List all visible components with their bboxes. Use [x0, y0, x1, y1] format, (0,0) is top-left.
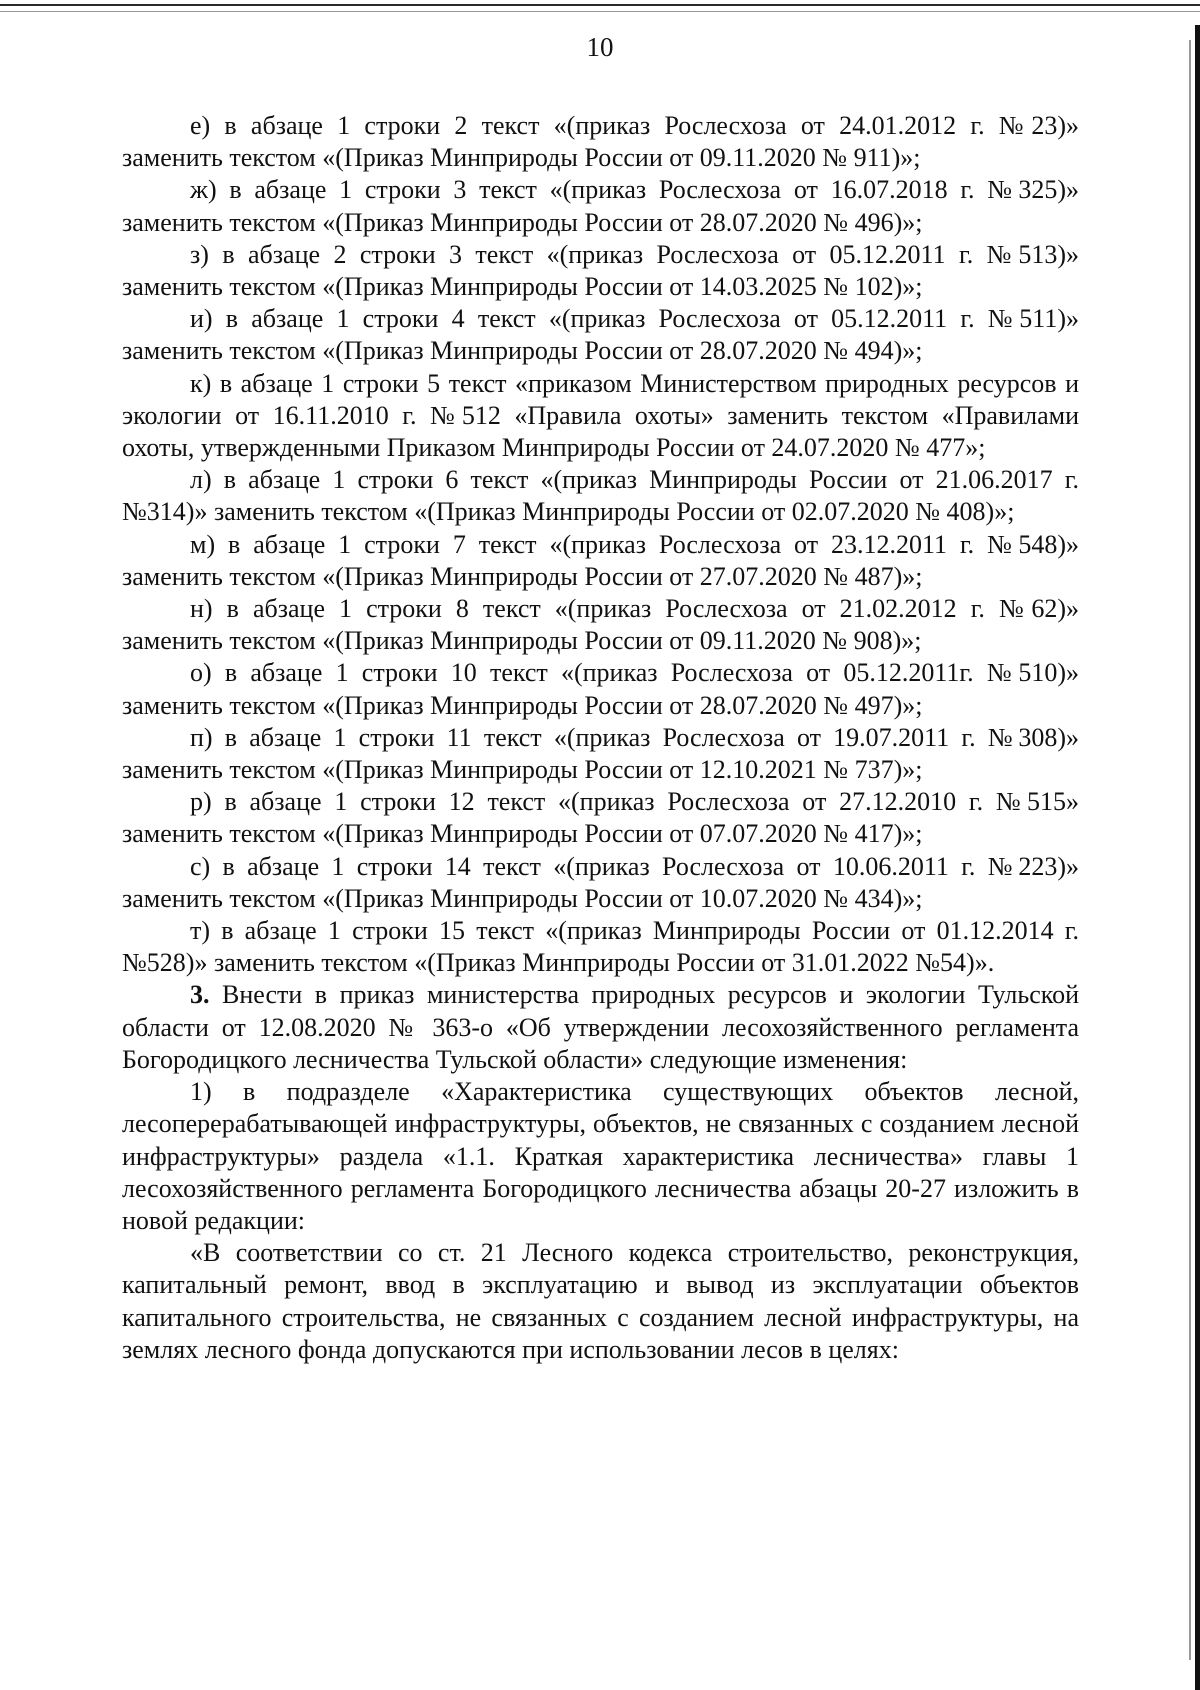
paragraph-e [122, 110, 1079, 174]
paragraph-m [122, 529, 1079, 593]
paragraph-text: 1) в подразделе «Характеристика существующих объектов лесной, лесоперерабатывающей инфраструктуры, объектов, не связанных с созданием лесной инфраструктуры» раздела «1.1. Краткая характеристика лесничества» главы 1 лесохозяйственного регламента Богородицкого лесничества абзацы 20-27 изложить в новой редакции: [122, 1077, 1079, 1235]
paragraph-text: р) в абзаце 1 строки 12 текст «(приказ Рослесхоза от 27.12.2010 г. №515» заменить текстом «(Приказ Минприроды России от 07.07.2020 № 417)»; [122, 787, 1079, 849]
paragraph-zh [122, 174, 1079, 238]
paragraph-text: м) в абзаце 1 строки 7 текст «(приказ Рослесхоза от 23.12.2011 г. №548)» заменить текстом «(Приказ Минприроды России от 27.07.2020 № 487)»; [122, 529, 1079, 591]
paragraph-text: Внести в приказ министерства природных ресурсов и экологии Тульской области от 12.08.2020 № 363-о «Об утверждении лесохозяйственного регламента Богородицкого лесничества Тульской области» следующие изменения: [122, 980, 1079, 1074]
paragraph-k [122, 368, 1079, 465]
paragraph-text: о) в абзаце 1 строки 10 текст «(приказ Рослесхоза от 05.12.2011г. №510)» заменить текстом «(Приказ Минприроды России от 28.07.2020 № 497)»; [122, 658, 1079, 720]
paragraph-o [122, 657, 1079, 721]
paragraph-item-1 [122, 1076, 1079, 1237]
paragraph-text: п) в абзаце 1 строки 11 текст «(приказ Рослесхоза от 19.07.2011 г. №308)» заменить текстом «(Приказ Минприроды России от 12.10.2021 № 737)»; [122, 722, 1079, 785]
scan-top-edge [0, 4, 1200, 12]
paragraph-i [122, 303, 1079, 367]
paragraph-text: к) в абзаце 1 строки 5 текст «приказом Министерством природных ресурсов и экологии от 16.11.2010 г. №512 «Правила охоты» заменить текстом «Правилами охоты, утвержденными Приказом Минприроды России от 24.07.2020 № 477»; [122, 368, 1079, 463]
paragraph-text: ж) в абзаце 1 строки 3 текст «(приказ Рослесхоза от 16.07.2018 г. №325)» заменить текстом «(Приказ Минприроды России от 28.07.2020 № 496)»; [122, 175, 1079, 237]
paragraph-s [122, 851, 1079, 915]
paragraph-text: и) в абзаце 1 строки 4 текст «(приказ Рослесхоза от 05.12.2011 г. №511)» заменить текстом «(Приказ Минприроды России от 28.07.2020 № 494)»; [122, 304, 1079, 366]
scan-right-edge [1195, 25, 1200, 1690]
scan-right-shadow [1189, 40, 1191, 1660]
paragraph-text: л) в абзаце 1 строки 6 текст «(приказ Минприроды России от 21.06.2017 г. №314)» заменить текстом «(Приказ Минприроды России от 02.07.2020 № 408)»; [122, 465, 1079, 527]
paragraph-quote [122, 1237, 1079, 1366]
paragraph-l [122, 464, 1079, 528]
paragraph-text: с) в абзаце 1 строки 14 текст «(приказ Рослесхоза от 10.06.2011 г. №223)» заменить текстом «(Приказ Минприроды России от 10.07.2020 № 434)»; [122, 851, 1079, 913]
paragraph-p [122, 722, 1079, 786]
section-number: 3. [190, 980, 210, 1010]
paragraph-z [122, 239, 1079, 303]
paragraph-n [122, 593, 1079, 657]
paragraph-text: т) в абзаце 1 строки 15 текст «(приказ Минприроды России от 01.12.2014 г. №528)» заменить текстом «(Приказ Минприроды России от 31.01.2022 №54)». [122, 916, 1079, 978]
section-3 [122, 979, 1079, 1076]
document-body [122, 110, 1079, 1366]
page-number: 10 [586, 32, 614, 62]
paragraph-text: «В соответствии со ст. 21 Лесного кодекса строительство, реконструкция, капитальный ремонт, ввод в эксплуатацию и вывод из эксплуатации объектов капитального строительства, не связанных с созданием лесной инфраструктуры, на землях лесного фонда допускаются при использовании лесов в целях: [122, 1238, 1079, 1364]
paragraph-text: е) в абзаце 1 строки 2 текст «(приказ Рослесхоза от 24.01.2012 г. №23)» заменить текстом «(Приказ Минприроды России от 09.11.2020 № 911)»; [122, 111, 1079, 173]
paragraph-text: з) в абзаце 2 строки 3 текст «(приказ Рослесхоза от 05.12.2011 г. №513)» заменить текстом «(Приказ Минприроды России от 14.03.2025 № 102)»; [122, 239, 1079, 302]
paragraph-r [122, 786, 1079, 850]
paragraph-t [122, 915, 1079, 979]
paragraph-text: н) в абзаце 1 строки 8 текст «(приказ Рослесхоза от 21.02.2012 г. №62)» заменить текстом «(Приказ Минприроды России от 09.11.2020 № 908)»; [122, 594, 1079, 656]
